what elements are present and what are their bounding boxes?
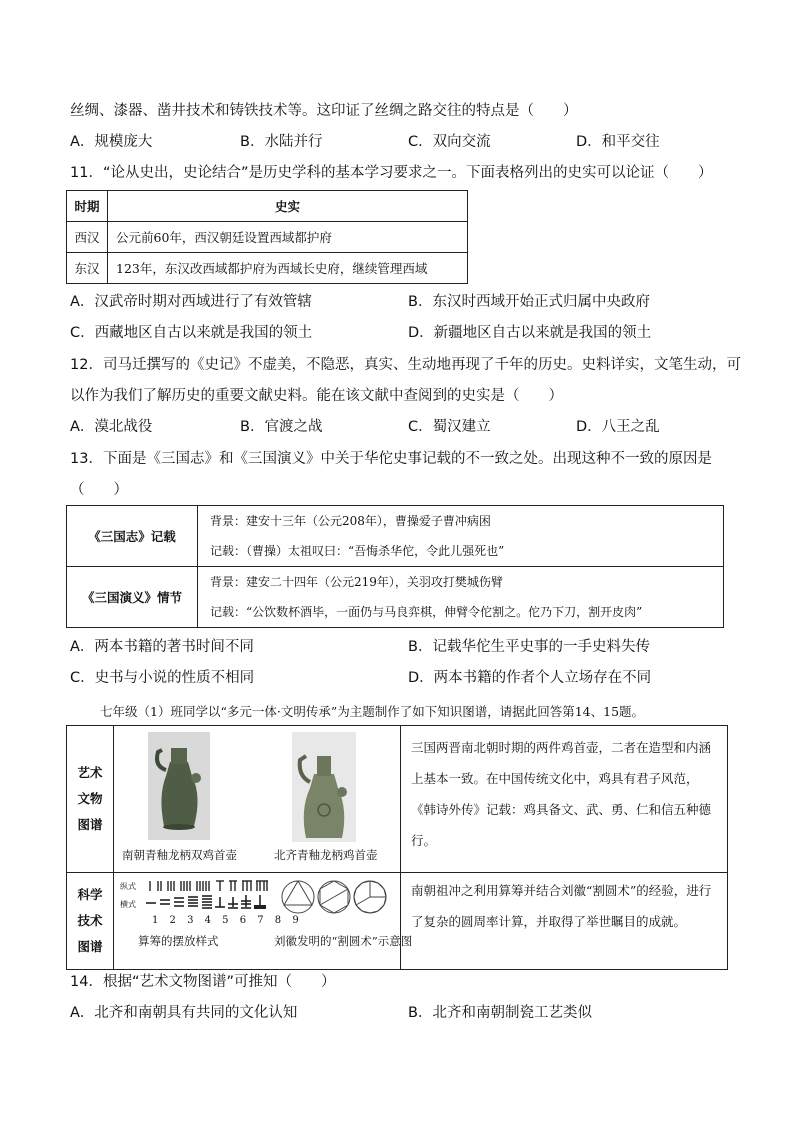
q13-row1-line1: 背景：建安十三年（公元208年），曹操爱子曹冲病困 bbox=[210, 514, 491, 528]
q10-option-b[interactable]: B．水陆并行 bbox=[240, 134, 323, 150]
sci-map-images bbox=[114, 873, 413, 970]
table-row bbox=[67, 873, 728, 970]
q14-stem: 14．根据“艺术文物图谱”可推知（ ） bbox=[70, 974, 336, 990]
q14-option-b[interactable]: B．北齐和南朝制瓷工艺类似 bbox=[408, 1005, 592, 1021]
q14-15-intro: 七年级（1）班同学以“多元一体·文明传承”为主题制作了如下知识图谱，请据此回答第14、15题。 bbox=[100, 704, 645, 719]
cutting-circle-diagrams bbox=[282, 881, 386, 913]
q11-option-d[interactable]: D．新疆地区自古以来就是我国的领土 bbox=[408, 325, 652, 341]
table-row bbox=[67, 253, 468, 284]
q11-option-b[interactable]: B．东汉时西域开始正式归属中央政府 bbox=[408, 294, 650, 310]
q12-stem-line1: 12．司马迁撰写的《史记》不虚美，不隐恶，真实、生动地再现了千年的历史。史料详实，文笔生动，可 bbox=[70, 357, 741, 373]
art-map-text: 三国两晋南北朝时期的两件鸡首壶，二者在造型和内涵上基本一致。在中国传统文化中，鸡具有君子风范，《韩诗外传》记载：鸡具备文、武、勇、仁和信五种德行。 bbox=[401, 726, 728, 873]
q13-row2-head: 《三国演义》情节 bbox=[67, 567, 198, 628]
sci-map-head: 科学 技术 图谱 bbox=[67, 873, 114, 970]
q13-option-c[interactable]: C．史书与小说的性质不相同 bbox=[70, 670, 255, 686]
q11-header-period: 时期 bbox=[67, 191, 108, 222]
q13-row2-line1: 背景：建安二十四年（公元219年），关羽攻打樊城伤臂 bbox=[210, 575, 503, 589]
counting-rods-vertical bbox=[150, 881, 268, 891]
northern-ewer-caption: 北齐青釉龙柄鸡首壶 bbox=[274, 848, 378, 862]
q12-option-c[interactable]: C．蜀汉建立 bbox=[408, 419, 491, 435]
q13-option-d[interactable]: D．两本书籍的作者个人立场存在不同 bbox=[408, 670, 652, 686]
q13-stem-line1: 13．下面是《三国志》和《三国演义》中关于华佗史事记载的不一致之处。出现这种不一致的原因是 bbox=[70, 451, 712, 467]
rod-digits: 1 2 3 4 5 6 7 8 9 bbox=[152, 915, 303, 926]
q14-option-a[interactable]: A．北齐和南朝具有共同的文化认知 bbox=[70, 1005, 298, 1021]
southern-ewer-caption: 南朝青釉龙柄双鸡首壶 bbox=[122, 848, 237, 862]
q13-option-a[interactable]: A．两本书籍的著书时间不同 bbox=[70, 639, 254, 655]
q11-option-c[interactable]: C．西藏地区自古以来就是我国的领土 bbox=[70, 325, 313, 341]
q11-row1-fact: 公元前60年，西汉朝廷设置西域都护府 bbox=[108, 222, 468, 253]
q11-option-a[interactable]: A．汉武帝时期对西域进行了有效管辖 bbox=[70, 294, 312, 310]
q13-row1-line2: 记载：（曹操）太祖叹曰：“吾悔杀华佗，令此儿强死也” bbox=[210, 544, 505, 558]
art-map-images bbox=[114, 726, 401, 873]
table-row bbox=[67, 506, 724, 567]
q13-option-b[interactable]: B．记载华佗生平史事的一手史料失传 bbox=[408, 639, 650, 655]
q10-option-d[interactable]: D．和平交往 bbox=[576, 134, 660, 150]
q10-option-a[interactable]: A．规模庞大 bbox=[70, 134, 153, 150]
q12-option-a[interactable]: A．漠北战役 bbox=[70, 419, 153, 435]
table-row bbox=[67, 222, 468, 253]
table-row bbox=[67, 726, 728, 873]
sci-map-text: 南朝祖冲之利用算筹并结合刘徽“割圆术”的经验，进行了复杂的圆周率计算，并取得了举世瞩目的成就。 bbox=[401, 873, 728, 970]
art-map-head: 艺术 文物 图谱 bbox=[67, 726, 114, 873]
q12-option-d[interactable]: D．八王之乱 bbox=[576, 419, 660, 435]
rods-caption: 算筹的摆放样式 bbox=[138, 934, 219, 948]
counting-rods-horizontal bbox=[146, 895, 266, 909]
q10-option-c[interactable]: C．双向交流 bbox=[408, 134, 491, 150]
q11-row2-fact: 123年，东汉改西域都护府为西域长史府，继续管理西域 bbox=[108, 253, 468, 284]
q13-row1-head: 《三国志》记载 bbox=[67, 506, 198, 567]
q10-stem: 丝绸、漆器、凿井技术和铸铁技术等。这印证了丝绸之路交往的特点是（ ） bbox=[70, 103, 578, 119]
q12-stem-line2: 以作为我们了解历史的重要文献史料。能在该文献中查阅到的史实是（ ） bbox=[70, 388, 563, 404]
q11-row2-period: 东汉 bbox=[67, 253, 108, 284]
rod-label-vertical: 纵式 bbox=[120, 882, 136, 891]
q12-option-b[interactable]: B．官渡之战 bbox=[240, 419, 323, 435]
knowledge-map-table bbox=[66, 725, 728, 970]
q11-header-fact: 史实 bbox=[108, 191, 468, 222]
q11-row1-period: 西汉 bbox=[67, 222, 108, 253]
q13-stem-line2: （ ） bbox=[70, 482, 128, 498]
q11-table bbox=[66, 190, 468, 284]
q13-row2-line2: 记载：“公饮数杯酒毕，一面仍与马良弈棋，伸臂令佗割之。佗乃下刀，割开皮肉” bbox=[210, 605, 643, 619]
circle-caption: 刘徽发明的“割圆术”示意图 bbox=[274, 934, 413, 948]
chicken-head bbox=[191, 773, 201, 783]
rod-label-horizontal: 横式 bbox=[120, 900, 136, 909]
q13-table bbox=[66, 505, 724, 628]
table-row bbox=[67, 567, 724, 628]
q11-stem: 11．“论从史出，史论结合”是历史学科的基本学习要求之一。下面表格列出的史实可以论证（ ） bbox=[70, 165, 713, 181]
